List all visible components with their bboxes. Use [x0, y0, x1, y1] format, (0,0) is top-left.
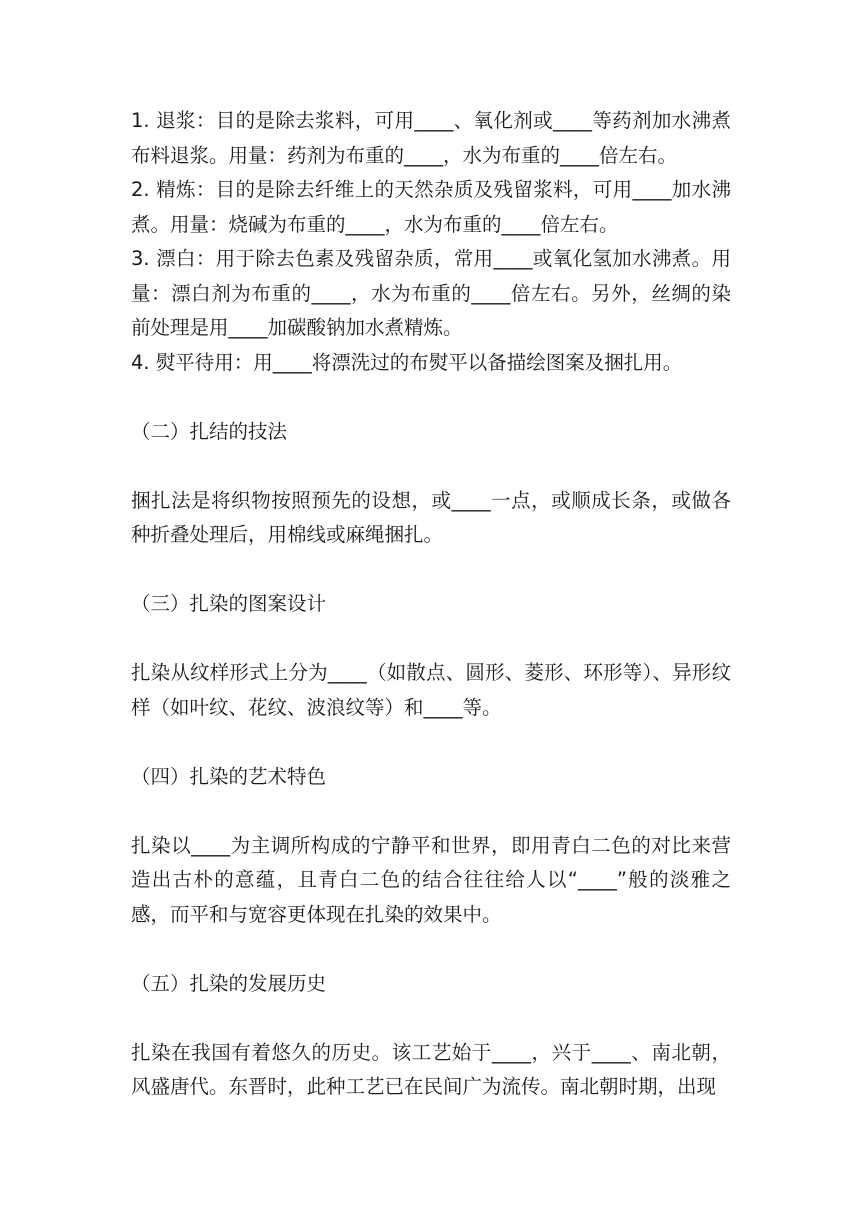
- step-scouring: 2. 精炼：目的是除去纤维上的天然杂质及残留浆料，可用____加水沸煮。用量：烧碱为布重的____，水为布重的____倍左右。: [131, 178, 731, 236]
- document-page: [131, 104, 731, 1105]
- spacer: [131, 794, 731, 829]
- step-desizing: 1. 退浆：目的是除去浆料，可用____、氧化剂或____等药剂加水沸煮布料退浆。用量：药剂为布重的____，水为布重的____倍左右。: [131, 109, 731, 167]
- paragraph-art: 扎染以____为主调所构成的宁静平和世界，即用青白二色的对比来营造出古朴的意蕴，且青白二色的结合往往给人以“____”般的淡雅之感，而平和与宽容更体现在扎染的效果中。: [131, 833, 731, 926]
- spacer: [131, 622, 731, 657]
- paragraph-design: 扎染从纹样形式上分为____（如散点、圆形、菱形、环形等）、异形纹样（如叶纹、花纹、波浪纹等）和____等。: [131, 661, 731, 719]
- spacer: [131, 725, 731, 760]
- spacer: [131, 380, 731, 415]
- section-heading-2: （二）扎结的技法: [131, 419, 288, 443]
- step-ironing: 4. 熨平待用：用____将漂洗过的布熨平以备描绘图案及捆扎用。: [131, 350, 683, 374]
- spacer: [131, 449, 731, 484]
- spacer: [131, 1001, 731, 1036]
- paragraph-history: 扎染在我国有着悠久的历史。该工艺始于____，兴于____、南北朝，风盛唐代。东晋时，此种工艺已在民间广为流传。南北朝时期，出现: [131, 1040, 731, 1098]
- section-heading-3: （三）扎染的图案设计: [131, 592, 327, 615]
- spacer: [131, 553, 731, 588]
- section-heading-5: （五）扎染的发展历史: [131, 971, 327, 995]
- section-heading-4: （四）扎染的艺术特色: [131, 764, 327, 788]
- paragraph-technique: 捆扎法是将织物按照预先的设想，或____一点，或顺成长条，或做各种折叠处理后，用棉线或麻绳捆扎。: [131, 488, 731, 546]
- spacer: [131, 932, 731, 967]
- step-bleaching: 3. 漂白：用于除去色素及残留杂质，常用____或氧化氢加水沸煮。用量：漂白剂为布重的____，水为布重的____倍左右。另外，丝绸的染前处理是用____加碳酸钠加水煮精炼。: [131, 247, 731, 339]
